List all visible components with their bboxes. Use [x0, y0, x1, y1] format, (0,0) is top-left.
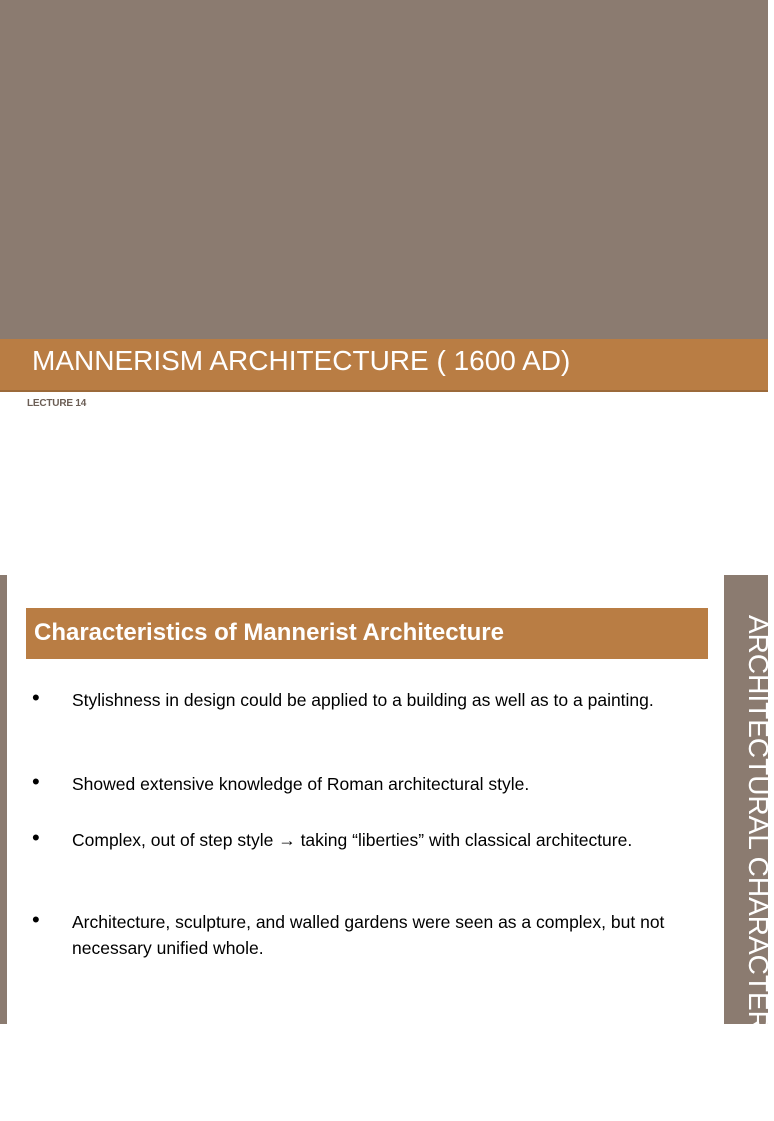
bullet-text: Complex, out of step style → taking “liberties” with classical architecture. — [72, 830, 633, 850]
slide-subtitle: LECTURE 14 — [27, 398, 87, 409]
bullet-icon: • — [32, 685, 40, 710]
right-side-panel — [724, 575, 774, 1121]
bullet-text: Showed extensive knowledge of Roman architectural style. — [72, 774, 530, 794]
section-heading: Characteristics of Mannerist Architecture — [34, 619, 504, 646]
title-slide — [0, 0, 768, 545]
title-slide-background — [0, 0, 768, 339]
bullet-icon: • — [32, 907, 40, 932]
slide-title: MANNERISM ARCHITECTURE ( 1600 AD) — [32, 345, 571, 376]
bullet-icon: • — [32, 825, 40, 850]
vertical-side-title: ARCHITECTURAL CHARACTERISTICS — [743, 615, 774, 1121]
left-accent-bar — [0, 575, 7, 1024]
content-slide — [0, 575, 774, 1121]
bullet-text: Stylishness in design could be applied to a building as well as to a painting. — [72, 690, 654, 710]
bullet-text: Architecture, sculpture, and walled gardens were seen as a complex, but not necessary unified whole. — [72, 912, 665, 958]
bullet-icon: • — [32, 769, 40, 794]
section-heading-box — [26, 608, 708, 659]
